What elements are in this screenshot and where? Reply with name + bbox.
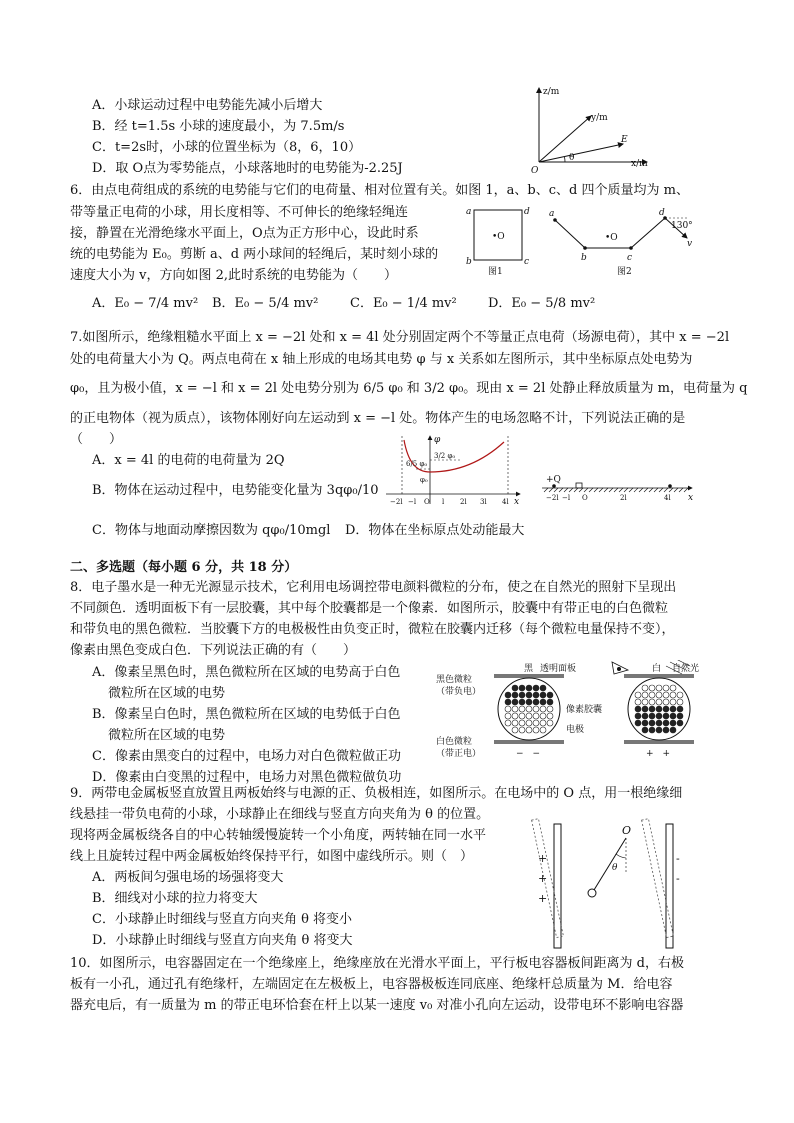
q7-xtick-label: −l (408, 498, 417, 506)
q10-line-1: 10．如图所示，电容器固定在一个绝缘座上，绝缘座放在光滑水平面上，平行板电容器板间距离为 d，右极 (70, 956, 684, 971)
q9-point-o: O (622, 824, 632, 837)
q7-x-axis-label: x (514, 497, 520, 507)
q8-electrode-label: 电极 (566, 725, 585, 735)
q7-ground-tick-label: −2l (546, 494, 559, 502)
q10-line-2: 板有一小孔，通过孔有绝缘杆，左端固定在左极板上，电容器极板连同底座、绝缘杆总质量为 M．给电容 (70, 977, 673, 992)
q6-fig1-d: d (524, 207, 530, 217)
q5-option-c: C．t=2s时，小球的位置坐标为（8，6，10） (92, 140, 362, 155)
q10-line-3: 器充电后，有一质量为 m 的带正电环恰套在杆上以某一速度 v₀ 对准小孔向左运动，设带电环不影响电容器 (70, 998, 684, 1013)
q7-ground-tick-label: −l (562, 494, 571, 502)
q8-black-particle-1: 黑色微粒 (436, 675, 473, 685)
q8-white-particle-1: 白色微粒 (436, 737, 473, 747)
q7-line-4: 的正电物体（视为质点），该物体刚好向左运动到 x = −l 处。物体产生的电场忽略不计，下列说法正确的是 (70, 411, 686, 426)
q7-option-c: C．物体与地面动摩擦因数为 qφ₀/10mgl (92, 523, 331, 538)
q9-plus-1: + (538, 852, 548, 865)
q8-line-3: 和带负电的黑色微粒．当胶囊下方的电极极性由负变正时，微粒在胶囊内迁移（每个微粒电量保持不变）， (70, 622, 675, 637)
q9-option-c: C．小球静止时细线与竖直方向夹角 θ 将变小 (92, 912, 353, 927)
q7-option-a: A．x = 4l 的电荷的电荷量为 2Q (92, 453, 285, 468)
q7-ground-tick-label: 2l (620, 494, 627, 502)
q6-option-a: A．E₀ − 7/4 mv² (92, 296, 199, 311)
q8-plus-signs: + + (646, 749, 671, 759)
q5-option-a: A．小球运动过程中电势能先减小后增大 (92, 98, 323, 113)
q7-line-1: 7.如图所示，绝缘粗糙水平面上 x = −2l 处和 x = 4l 处分别固定两个不等量正点电荷（场源电荷），其中 x = −2l (70, 330, 730, 345)
q8-option-b-2: 微粒所在区域的电势 (108, 728, 226, 743)
q6-fig1-b: b (466, 257, 472, 267)
q9-option-a: A．两板间匀强电场的场强将变大 (92, 870, 284, 885)
q7-ground-ticks (546, 494, 671, 502)
q9-minus-2: - (676, 872, 680, 885)
q7-xtick-label: l (442, 498, 445, 506)
q5-option-d: D．取 O点为零势能点，小球落地时的电势能为-2.25J (92, 161, 403, 176)
q6-option-b: B．E₀ − 5/4 mv² (212, 296, 319, 311)
q6-line-3: 接，静置在光滑绝缘水平面上，O点为正方形中心，设此时系 (70, 226, 419, 241)
q7-ground-tick-label: 4l (664, 494, 671, 502)
q6-fig2-caption: 图2 (617, 267, 632, 276)
q7-line-3: φ₀，且为极小值，x = −l 和 x = 2l 处电势分别为 6/5 φ₀ 和 3/2 φ₀。现由 x = 2l 处静止释放质量为 m，电荷量为 q (70, 381, 748, 396)
q5-e-label: E (621, 135, 628, 145)
q7-xtick-label: 4l (502, 498, 509, 506)
q6-line-1: 6．由点电荷组成的系统的电势能与它们的电荷量、相对位置有关。如图 1，a、b、c、d 四个质量均为 m、 (70, 183, 689, 198)
q6-fig2-c: c (627, 253, 633, 263)
q6-option-c: C．E₀ − 1/4 mv² (350, 296, 457, 311)
q6-fig2-v: v (687, 239, 693, 249)
q8-option-a-1: A．像素呈黑色时，黑色微粒所在区域的电势高于白色 (92, 665, 401, 680)
q7-ground-x: x (688, 493, 694, 503)
q8-option-d: D．像素由白变黑的过程中，电场力对黑色微粒做负功 (92, 770, 402, 785)
q6-fig2-angle: 130° (671, 221, 693, 231)
q6-line-5: 速度大小为 v，方向如图 2,此时系统的电势能为（ ） (70, 268, 398, 283)
q6-fig1-caption: 图1 (488, 267, 503, 276)
q5-theta-label: θ (569, 153, 575, 163)
q6-fig1-a: a (466, 207, 472, 217)
q6-fig2-b: b (581, 253, 587, 263)
q7-potential-graph (384, 432, 524, 507)
q6-fig1-c: c (524, 257, 530, 267)
q5-axes-figure (525, 80, 655, 175)
q8-white-label: 白 (652, 664, 662, 674)
q7-ground-diagram (540, 474, 700, 504)
q6-fig2-a: a (549, 209, 555, 219)
q7-option-b: B．物体在运动过程中，电势能变化量为 3qφ₀/10 (92, 483, 379, 498)
q7-xtick-label: 3l (480, 498, 487, 506)
q8-panel-label: 透明面板 (540, 664, 577, 674)
q6-option-d: D．E₀ − 5/8 mv² (488, 296, 596, 311)
q8-line-4: 像素由黑色变成白色．下列说法正确的有（ ） (70, 643, 357, 658)
q8-line-1: 8．电子墨水是一种无光源显示技术，它利用电场调控带电颜料微粒的分布，使之在自然光的照射下呈现出 (70, 580, 677, 595)
q8-line-2: 不同颜色．透明面板下有一层胶囊，其中每个胶囊都是一个像素．如图所示，胶囊中有带正电的白色微粒 (70, 601, 669, 616)
q5-y-label: y/m (591, 113, 608, 123)
section-multiple-choice: 二、多选题（每小题 6 分，共 18 分） (70, 560, 298, 575)
q7-phi-axis-label: φ (434, 435, 441, 445)
q6-line-4: 统的电势能为 E₀。剪断 a、d 两小球间的轻绳后，某时刻小球的 (70, 247, 439, 262)
q9-theta: θ (612, 863, 618, 873)
q9-line-1: 9．两带电金属板竖直放置且两板始终与电源的正、负极相连，如图所示。在电场中的 O 点，用一根绝缘细 (70, 786, 683, 801)
q5-option-b: B．经 t=1.5s 小球的速度最小，为 7.5m/s (92, 119, 345, 134)
q9-plus-2: + (538, 872, 548, 885)
q6-fig2-d: d (659, 208, 665, 218)
q9-option-d: D．小球静止时细线与竖直方向夹角 θ 将变大 (92, 933, 353, 948)
q9-plus-3: + (538, 892, 548, 905)
q7-ground-charge: +Q (546, 475, 561, 485)
q9-line-3: 现将两金属板绕各自的中心转轴缓慢旋转一个小角度，两转轴在同一水平 (70, 828, 487, 843)
q8-option-a-2: 微粒所在区域的电势 (108, 686, 226, 701)
q7-option-d: D．物体在坐标原点处动能最大 (345, 523, 525, 538)
q7-ground-tick-label: O (582, 494, 588, 502)
q7-tick-65: 6/5 φ₀ (406, 460, 428, 468)
q6-fig1-o: •O (492, 232, 505, 242)
q8-light-label: 自然光 (672, 664, 700, 674)
q6-figure-1 (462, 204, 534, 276)
q7-x-ticks (390, 498, 509, 506)
q6-figure-2 (545, 204, 705, 276)
q7-line-2: 处的电荷量大小为 Q。两点电荷在 x 轴上形成的电场其电势 φ 与 x 关系如左图所示，其中坐标原点处电势为 (70, 352, 693, 367)
q8-option-c: C．像素由黑变白的过程中，电场力对白色微粒做正功 (92, 749, 401, 764)
q7-xtick-label: −2l (390, 498, 403, 506)
q8-minus-signs: − − (516, 749, 541, 759)
q8-capsule-label: 像素胶囊 (566, 705, 603, 715)
q6-fig2-o: •O (605, 233, 618, 243)
q8-white-particle-2: （带正电） (436, 749, 482, 759)
q8-option-b-1: B．像素呈白色时，黑色微粒所在区域的电势低于白色 (92, 707, 401, 722)
q5-z-label: z/m (543, 87, 560, 97)
q8-black-particle-2: （带负电） (436, 687, 482, 697)
q9-line-4: 线上且旋转过程中两金属板始终保持平行，如图中虚线所示。则（ ） (70, 849, 474, 864)
q7-tick-32: 3/2 φ₀ (434, 452, 456, 460)
q9-line-2: 线悬挂一带负电荷的小球，小球静止在细线与竖直方向夹角为 θ 的位置。 (70, 807, 490, 822)
q5-origin-label: O (531, 166, 539, 175)
q6-line-2: 带等量正电荷的小球，用长度相等、不可伸长的绝缘轻绳连 (70, 205, 409, 220)
q7-xtick-label: O (424, 498, 430, 506)
q9-option-b: B．细线对小球的拉力将变大 (92, 891, 258, 906)
q7-ground-hatch (544, 488, 688, 492)
q7-tick-phi0: φ₀ (420, 476, 428, 484)
q9-minus-1: - (676, 852, 680, 865)
q8-black-label: 黑 (524, 664, 534, 674)
q7-xtick-label: 2l (460, 498, 467, 506)
q9-plates-figure (530, 814, 700, 956)
q7-line-5: （ ） (70, 432, 123, 447)
q5-x-label: x/m (631, 159, 648, 169)
q8-e-ink-figure (432, 660, 732, 760)
